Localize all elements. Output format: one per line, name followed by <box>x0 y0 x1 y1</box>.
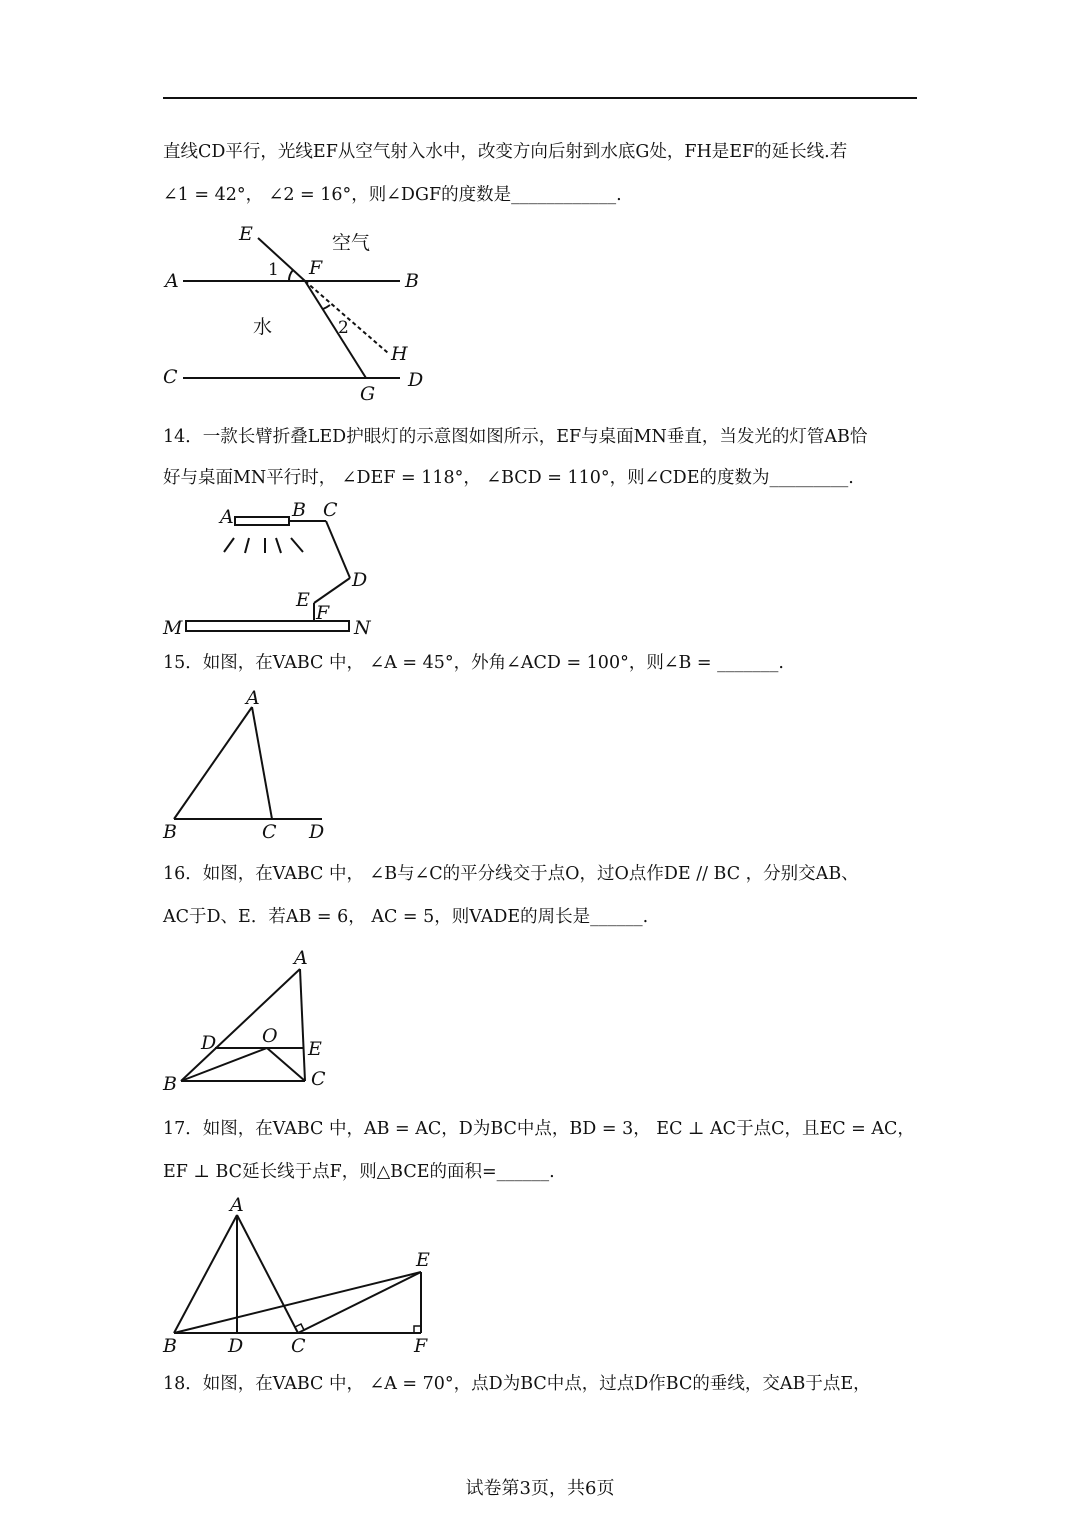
q16-label-a: A <box>294 947 308 969</box>
q14-text-line2: 好与桌面MN平行时， ∠DEF = 118°， ∠BCD = 110°，则∠CDE的度数为_________. <box>163 468 854 488</box>
q16-text-line1: 16．如图，在VABC 中， ∠B与∠C的平分线交于点O，过O点作DE // BC ，分别交AB、 <box>163 864 859 884</box>
q13-dashed-fh <box>305 281 388 353</box>
q13-angle2-arc <box>323 305 330 309</box>
q14-label-f: F <box>316 602 330 624</box>
q13-label-c: C <box>163 366 178 388</box>
q14-light-ray-4 <box>276 538 281 553</box>
q13-label-1: 1 <box>268 260 279 280</box>
q17-text-line1: 17．如图，在VABC 中，AB = AC，D为BC中点，BD = 3， EC ⊥ AC于点C，且EC = AC， <box>163 1119 915 1139</box>
q14-light-ray-5 <box>291 538 303 552</box>
q13-label-a: A <box>165 270 179 292</box>
q13-label-h: H <box>391 343 408 365</box>
q16-side-ab <box>181 969 300 1081</box>
q16-bisector-co <box>267 1048 305 1081</box>
q14-label-d: D <box>352 569 368 591</box>
q17-label-c: C <box>291 1335 306 1357</box>
q16-label-d: D <box>201 1032 217 1054</box>
q17-right-angle-f <box>414 1326 421 1333</box>
q16-label-c: C <box>311 1068 326 1090</box>
q13-ray-fg <box>305 281 366 378</box>
q15-label-b: B <box>163 821 177 843</box>
q13-ray-ef <box>258 238 305 281</box>
q13-label-e: E <box>239 223 253 245</box>
q15-label-d: D <box>309 821 325 843</box>
q16-figure <box>181 969 305 1081</box>
q17-label-f: F <box>414 1335 428 1357</box>
q14-label-a: A <box>220 506 234 528</box>
q16-label-e: E <box>308 1038 322 1060</box>
q15-figure <box>174 707 322 819</box>
q15-side-ab <box>174 707 252 819</box>
q13-text-line1: 直线CD平行，光线EF从空气射入水中，改变方向后射到水底G处，FH是EF的延长线.若 <box>163 142 848 162</box>
q13-angle1-arc <box>289 270 293 281</box>
q14-label-m: M <box>163 617 183 639</box>
q13-label-water: 水 <box>253 316 273 338</box>
q16-text-line2: AC于D、E．若AB = 6， AC = 5，则VADE的周长是______. <box>163 907 649 927</box>
q17-text-line2: EF ⊥ BC延长线于点F，则△BCE的面积=______. <box>163 1162 555 1182</box>
q17-figure <box>174 1215 421 1333</box>
q14-arm-cd <box>326 521 350 578</box>
q13-label-b: B <box>405 270 419 292</box>
q13-label-2: 2 <box>338 318 349 338</box>
q15-label-c: C <box>262 821 277 843</box>
q14-label-b: B <box>292 499 306 521</box>
q13-label-air: 空气 <box>332 232 371 254</box>
q13-figure <box>183 238 400 378</box>
q17-label-b: B <box>163 1335 177 1357</box>
q14-label-e: E <box>296 589 310 611</box>
q16-bisector-bo <box>181 1048 267 1081</box>
q13-label-g: G <box>360 383 376 405</box>
q14-label-c: C <box>323 499 338 521</box>
q14-text-line1: 14．一款长臂折叠LED护眼灯的示意图如图所示，EF与桌面MN垂直，当发光的灯管AB恰 <box>163 427 868 447</box>
q13-label-f: F <box>309 257 323 279</box>
q17-label-d: D <box>228 1335 244 1357</box>
q14-label-n: N <box>354 617 371 639</box>
q17-label-e: E <box>416 1249 430 1271</box>
q14-lamp-tube-ab <box>235 517 289 525</box>
q17-line-ce <box>298 1272 421 1333</box>
q17-line-be <box>174 1272 421 1333</box>
q16-side-ac <box>300 969 305 1081</box>
q14-light-ray-1 <box>224 538 234 552</box>
q14-labels <box>162 499 372 639</box>
q16-label-o: O <box>262 1025 278 1047</box>
q15-text-line1: 15．如图，在VABC 中， ∠A = 45°，外角∠ACD = 100°，则∠B = _______. <box>163 653 784 673</box>
q13-label-d: D <box>408 369 424 391</box>
q15-side-ac <box>252 707 272 819</box>
q17-label-a: A <box>230 1194 244 1216</box>
q17-side-ab <box>174 1215 237 1333</box>
q13-text-line2: ∠1 = 42°， ∠2 = 16°，则∠DGF的度数是____________. <box>163 185 622 205</box>
q18-text-line1: 18．如图，在VABC 中， ∠A = 70°，点D为BC中点，过点D作BC的垂线，交AB于点E， <box>163 1374 871 1394</box>
q14-arm-de <box>314 578 350 603</box>
page-footer: 试卷第3页，共6页 <box>465 1478 615 1499</box>
q14-light-ray-2 <box>245 538 249 553</box>
q16-label-b: B <box>163 1073 177 1095</box>
q15-label-a: A <box>246 687 260 709</box>
